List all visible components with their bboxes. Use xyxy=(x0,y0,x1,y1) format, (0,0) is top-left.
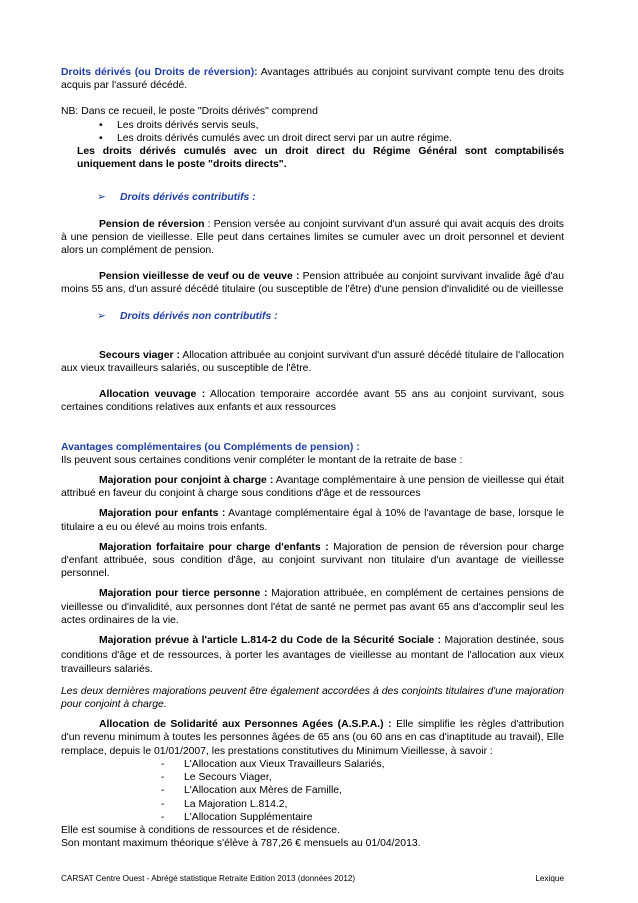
section-title: Droits dérivés (ou Droits de réversion): xyxy=(61,67,258,78)
list-item: - L'Allocation Supplémentaire xyxy=(161,811,313,823)
nb-intro: NB: Dans ce recueil, le poste "Droits dérivés" comprend xyxy=(61,106,318,118)
subsection-contributive xyxy=(97,191,564,204)
nb-bold-note: Les droits dérivés cumulés avec un droit direct du Régime Général sont comptabilisés uniquement dans le poste "droits directs". xyxy=(77,146,564,171)
aspa-conditions: Elle est soumise à conditions de ressources et de résidence. xyxy=(61,824,340,836)
dash-bullet-icon: - xyxy=(161,785,165,797)
dash-bullet-icon: - xyxy=(161,811,165,823)
list-item: - Le Secours Viager, xyxy=(161,772,272,784)
list-item: - L'Allocation aux Mères de Famille, xyxy=(161,785,342,797)
section-derived-rights xyxy=(61,66,564,92)
footer-right: Lexique xyxy=(535,874,564,883)
definition-majoration-enfants: Majoration pour enfants : Avantage complémentaire égal à 10% de l'avantage de base, lorsque le titulaire a eu ou élevé au moins trois enfants. xyxy=(61,508,564,533)
subsection-non-contributive xyxy=(97,310,564,323)
list-item: - L'Allocation aux Vieux Travailleurs Salariés, xyxy=(161,758,385,770)
definition-pension-reversion: Pension de réversion : Pension versée au conjoint survivant d'un assuré qui avait acquis des droits à une pension de vieillesse. Elle peut dans certaines limites se cumuler avec un droit personnel et devient alors un complément de pension. xyxy=(61,218,564,257)
footer-left: CARSAT Centre Ouest - Abrégé statistique Retraite Edition 2013 (données 2012) xyxy=(61,874,356,883)
definition-majoration-l814: Majoration prévue à l'article L.814-2 du Code de la Sécurité Sociale : Majoration destinée, sous conditions d'âge et de ressources, à porter les avantages de vieillesse au montant de l'allocation aux vieux travailleurs salariés. xyxy=(61,635,564,676)
bullet-icon: • xyxy=(99,119,103,131)
list-item: - La Majoration L.814.2, xyxy=(161,798,288,810)
section-complements-title: Avantages complémentaires (ou Compléments de pension) : xyxy=(61,441,360,453)
section-text: Avantages attribués au conjoint survivant compte tenu des droits acquis par l'assuré décédé. xyxy=(61,67,564,92)
term: Majoration pour conjoint à charge : xyxy=(99,475,274,487)
definition-allocation-veuvage: Allocation veuvage : Allocation temporaire accordée avant 55 ans au conjoint survivant, sous certaines conditions relatives aux enfants et aux ressources xyxy=(61,389,565,414)
term: Majoration pour enfants : xyxy=(99,508,226,520)
arrow-bullet-icon: ➢ xyxy=(97,192,106,204)
definition-aspa: Allocation de Solidarité aux Personnes Agées (A.S.P.A.) : Elle simplifie les règles d'attribution d'un revenu minimum à toutes les personnes âgées de 65 ans (ou 60 ans en cas d'inaptitude au travail), Elle remplace, depuis le 01/01/2007, les prestations constitutives du Minimum Vieillesse, à savoir : xyxy=(61,719,564,757)
term: Majoration forfaitaire pour charge d'enfants : xyxy=(99,541,329,553)
term: Secours viager : xyxy=(99,349,180,361)
term: Pension de réversion xyxy=(99,218,205,230)
term: Majoration prévue à l'article L.814-2 du Code de la Sécurité Sociale : xyxy=(99,635,442,647)
italic-note: Les deux dernières majorations peuvent être également accordées à des conjoints titulaires d'une majoration pour conjoint à charge. xyxy=(61,685,564,711)
list-item: • Les droits dérivés cumulés avec un droit direct servi par un autre régime. xyxy=(99,132,452,144)
term: Pension vieillesse de veuf ou de veuve : xyxy=(99,271,300,283)
subsection-title: Droits dérivés contributifs : xyxy=(120,192,256,204)
bullet-icon: • xyxy=(99,132,103,144)
definition-majoration-tierce: Majoration pour tierce personne : Majoration attribuée, en complément de certaines pensions de vieillesse ou d'invalidité, aux personnes dont l'état de santé ne permet pas avant 65 ans d'accomplir seul les actes ordinaires de la vie. xyxy=(61,588,564,626)
definition-majoration-forfaitaire: Majoration forfaitaire pour charge d'enfants : Majoration de pension de réversion pour charge d'enfant attribuée, sous condition d'âge, au conjoint survivant non titulaire d'un avantage de vieillesse personnel. xyxy=(61,541,564,580)
dash-bullet-icon: - xyxy=(161,798,165,810)
dash-bullet-icon: - xyxy=(161,758,165,770)
page-footer xyxy=(61,872,564,885)
section-complements-intro: Ils peuvent sous certaines conditions venir compléter le montant de la retraite de base : xyxy=(61,454,463,466)
term: Allocation de Solidarité aux Personnes Agées (A.S.P.A.) : xyxy=(99,719,392,731)
document-page xyxy=(61,66,564,850)
subsection-title: Droits dérivés non contributifs : xyxy=(120,310,278,322)
aspa-amount: Son montant maximum théorique s'élève à 787,26 € mensuels au 01/04/2013. xyxy=(61,838,421,850)
nb-bullet-list xyxy=(99,119,564,145)
definition-secours-viager: Secours viager : Allocation attribuée au conjoint survivant d'un assuré décédé titulaire de l'allocation aux vieux travailleurs salariés, ou susceptible de l'être. xyxy=(61,349,565,375)
term: Majoration pour tierce personne : xyxy=(99,588,268,600)
list-item: • Les droits dérivés servis seuls, xyxy=(99,119,259,131)
definition-majoration-conjoint: Majoration pour conjoint à charge : Avantage complémentaire à une pension de vieillesse qui était attribué en faveur du conjoint à charge sous conditions d'âge et de ressources xyxy=(61,475,565,500)
definition-pension-veuf: Pension vieillesse de veuf ou de veuve : Pension attribuée au conjoint survivant invalide âgé d'au moins 55 ans, d'un assuré décédé titulaire (ou susceptible de l'être) d'une pension d'invalidité ou de vieillesse xyxy=(61,271,564,296)
arrow-bullet-icon: ➢ xyxy=(97,310,106,322)
dash-bullet-icon: - xyxy=(161,772,165,784)
term: Allocation veuvage : xyxy=(99,389,206,401)
aspa-dash-list xyxy=(161,758,564,824)
